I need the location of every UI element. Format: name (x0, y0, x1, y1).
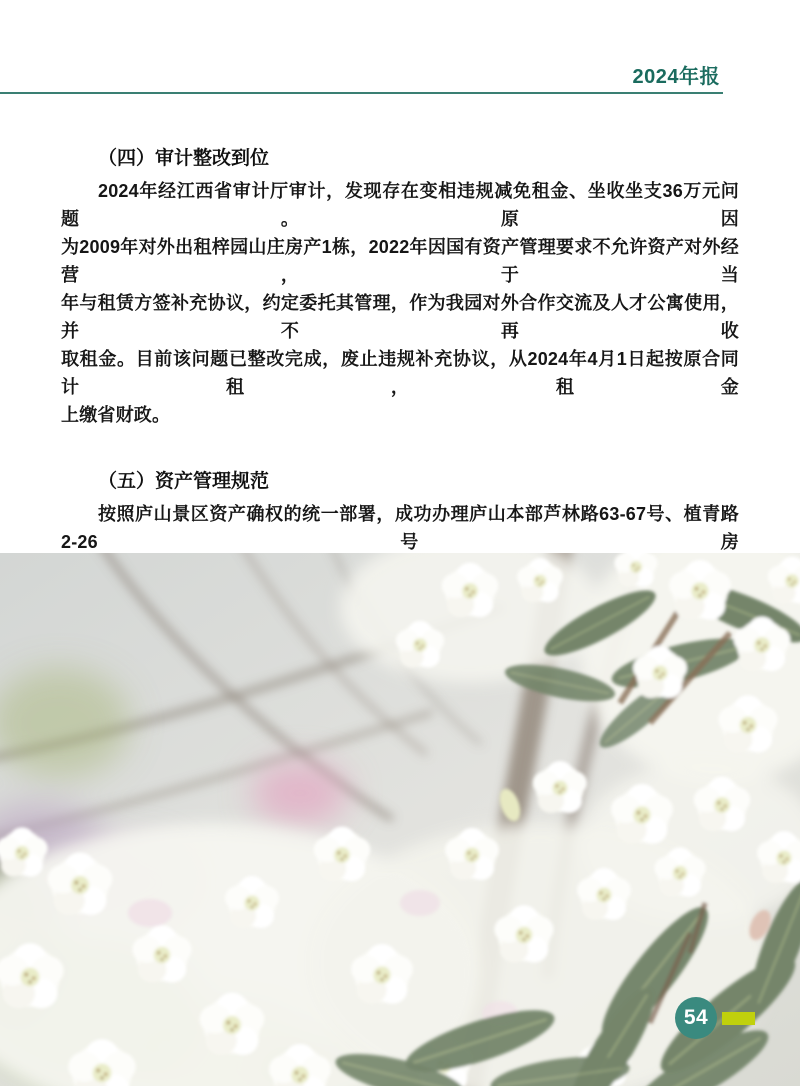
paragraph-line: 按照庐山景区资产确权的统一部署，成功办理庐山本部芦林路63-67号、植青路2-26号房 (61, 504, 739, 552)
paragraph-line: 2024年经江西省审计厅审计，发现存在变相违规减免租金、坐收坐支36万元问题。原因 (61, 181, 739, 229)
paragraph-line: 上缴省财政。 (61, 405, 171, 425)
page-number-badge (675, 997, 717, 1039)
page-number: 54 (683, 1006, 709, 1029)
paragraph-line: 年与租赁方签补充协议，约定委托其管理，作为我园对外合作交流及人才公寓使用，并不再收 (61, 293, 739, 341)
paragraph-audit (61, 177, 739, 429)
report-year-title: 2024年报 (632, 66, 720, 88)
page-badge-accent-bar (722, 1012, 755, 1025)
section-heading-audit: （四）审计整改到位 (98, 148, 270, 169)
paragraph-line: 为2009年对外出租梓园山庄房产1栋，2022年因国有资产管理要求不允许资产对外经营，于当 (61, 237, 739, 285)
paragraph-line: 取租金。目前该问题已整改完成，废止违规补充协议，从2024年4月1日起按原合同计租，租金 (61, 349, 739, 397)
section-heading-assets: （五）资产管理规范 (98, 471, 270, 492)
